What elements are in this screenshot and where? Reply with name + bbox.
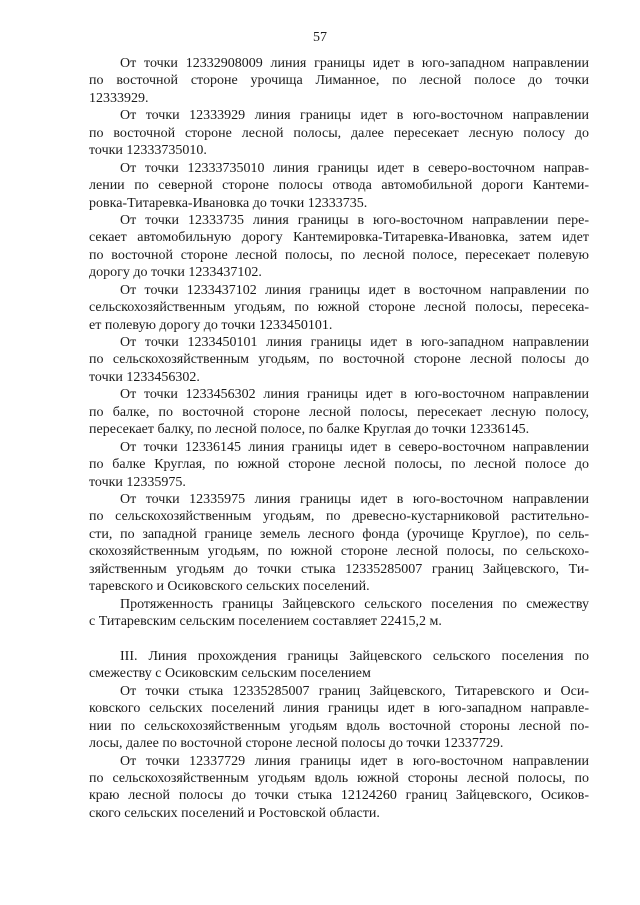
page-number: 57 (313, 30, 327, 45)
paragraph-line: по балке Круглая, по южной стороне лесной полосы, по лесной полосе до (89, 457, 589, 473)
section-gap (89, 630, 589, 647)
paragraph-line: От точки 12333735 линия границы в юго-восточном направлении пере- (120, 212, 589, 228)
paragraph-line: смежеству с Осиковским сельским поселением (89, 666, 371, 682)
paragraph-line: Протяженность границы Зайцевского сельского поселения по смежеству (120, 596, 589, 612)
paragraph (89, 439, 589, 491)
paragraph-line: по балке, по восточной стороне лесной полосы, пересекает лесную полосу, (89, 404, 589, 420)
paragraph-line: От точки стыка 12335285007 границ Зайцевского, Титаревского и Оси- (120, 683, 589, 699)
paragraph-line: От точки 12333929 линия границы идет в юго-восточном направлении (120, 108, 589, 124)
paragraph (89, 160, 589, 212)
paragraph (89, 683, 589, 753)
paragraph (89, 386, 589, 438)
paragraph-line: сти, по западной границе земель лесного фонда (урочище Круглое), по сель- (89, 526, 589, 542)
paragraph-line: ковского сельских поселений линия границы идет в юго-западном направле- (89, 701, 589, 717)
paragraph-line: секает автомобильную дорогу Кантемировка-Титаревка-Ивановка, затем идет (89, 230, 589, 246)
paragraph-line: с Титаревским сельским поселением составляет 22415,2 м. (89, 614, 442, 629)
paragraph (89, 334, 589, 386)
paragraph-line: От точки 12333735010 линия границы идет в северо-восточном направ- (120, 160, 589, 176)
paragraph-line: От точки 1233437102 линия границы идет в восточном направлении по (120, 282, 589, 298)
paragraph-line: скохозяйственным угодьям, по южной стороне лесной полосы, по сельскохо- (89, 544, 589, 560)
paragraph-line: От точки 1233450101 линия границы идет в юго-западном направлении (120, 335, 589, 350)
paragraph-line: ского сельских поселений и Ростовской области. (89, 805, 380, 821)
paragraph (89, 282, 589, 334)
paragraph-line: От точки 12335975 линия границы идет в юго-восточном направлении (120, 491, 589, 507)
paragraph-line: таревского и Осиковского сельских поселений. (89, 579, 370, 595)
paragraph-line: III. Линия прохождения границы Зайцевского сельского поселения по (120, 648, 589, 664)
paragraph-line: От точки 12332908009 линия границы идет в юго-западном направлении (120, 56, 589, 71)
paragraph (89, 753, 589, 823)
paragraph-line: точки 12335975. (89, 474, 186, 490)
paragraph (89, 55, 589, 107)
paragraph-line: сельскохозяйственным угодьям, по южной стороне лесной полосы, пересека- (89, 300, 589, 316)
paragraph-line: дорогу до точки 1233437102. (89, 265, 262, 281)
paragraph-line: От точки 1233456302 линия границы идет в юго-восточном направлении (120, 387, 589, 403)
paragraph-line: по восточной стороне лесной полосы, далее пересекает лесную полосу до (89, 125, 589, 141)
section-heading (89, 648, 589, 683)
paragraph-line: пересекает балку, по лесной полосе, по балке Круглая до точки 12336145. (89, 422, 530, 438)
paragraph (89, 212, 589, 282)
paragraph (89, 596, 589, 631)
paragraph (89, 491, 589, 596)
paragraph (89, 107, 589, 159)
paragraph-line: по сельскохозяйственным угодьям вдоль южной стороны лесной полосы, по (89, 770, 589, 786)
paragraph-line: ровка-Титаревка-Ивановка до точки 12333735. (89, 195, 368, 211)
paragraph-line: краю лесной полосы до точки стыка 12124260 границ Зайцевского, Осиков- (89, 788, 589, 804)
paragraph-line: по восточной стороне урочища Лиманное, по лесной полосе до точки (89, 73, 589, 89)
paragraph-line: по восточной стороне лесной полосы, по лесной полосе, пересекает полевую (89, 247, 589, 263)
paragraph-line: точки 1233456302. (89, 369, 200, 385)
paragraph-line: От точки 12336145 линия границы идет в северо-восточном направлении (120, 439, 589, 455)
paragraph-line: точки 12333735010. (89, 143, 207, 159)
paragraph-line: ет полевую дорогу до точки 1233450101. (89, 317, 333, 333)
document-body (89, 55, 589, 822)
paragraph-line: зяйственным угодьям до точки стыка 12335285007 границ Зайцевского, Ти- (89, 561, 589, 577)
paragraph-line: по сельскохозяйственным угодьям, по древесно-кустарниковой растительно- (89, 509, 589, 525)
paragraph-line: нии по сельскохозяйственным угодьям вдоль восточной стороны лесной по- (89, 718, 589, 734)
paragraph-line: лосы, далее по восточной стороне лесной полосы до точки 12337729. (89, 736, 504, 752)
paragraph-line: лении по северной стороне полосы отвода автомобильной дороги Кантеми- (89, 178, 589, 194)
paragraph-line: От точки 12337729 линия границы идет в юго-восточном направлении (120, 753, 589, 769)
paragraph-line: 12333929. (89, 90, 149, 106)
paragraph-line: по сельскохозяйственным угодьям, по восточной стороне лесной полосы до (89, 352, 589, 368)
